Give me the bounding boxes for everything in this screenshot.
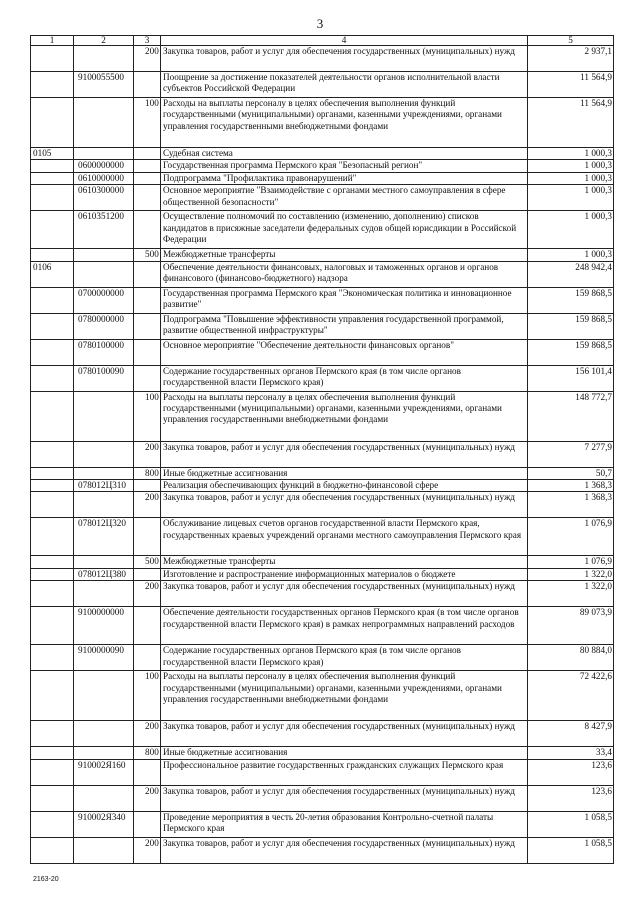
expense-type-cell: 800 [134, 747, 161, 759]
description-cell: Межбюджетные трансферты [161, 249, 528, 261]
section-code-cell [31, 480, 74, 492]
section-code-cell: 0105 [31, 148, 74, 160]
amount-cell: 80 884,0 [528, 645, 614, 671]
amount-cell: 33,4 [528, 747, 614, 759]
amount-cell: 1 368,3 [528, 480, 614, 492]
target-article-cell [74, 785, 134, 811]
section-code-cell [31, 492, 74, 518]
amount-cell: 7 277,9 [528, 441, 614, 467]
target-article-cell: 078012Ц320 [74, 518, 134, 556]
table-row [31, 607, 614, 645]
description-cell: Закупка товаров, работ и услуг для обеспечения государственных (муниципальных) нужд [161, 837, 528, 863]
table-body [31, 46, 614, 864]
table-row [31, 313, 614, 339]
amount-cell: 1 076,9 [528, 518, 614, 556]
target-article-cell: 078012Ц380 [74, 568, 134, 580]
table-row [31, 365, 614, 391]
target-article-cell [74, 467, 134, 479]
section-code-cell [31, 785, 74, 811]
amount-cell: 50,7 [528, 467, 614, 479]
amount-cell: 1 058,5 [528, 837, 614, 863]
description-cell: Поощрение за достижение показателей деятельности органов исполнительной власти субъектов Российской Федерации [161, 72, 528, 98]
section-code-cell [31, 365, 74, 391]
header-row [31, 36, 614, 46]
table-row [31, 581, 614, 607]
target-article-cell: 0780000000 [74, 313, 134, 339]
table-row [31, 72, 614, 98]
table-row [31, 518, 614, 556]
target-article-cell [74, 46, 134, 72]
expense-type-cell [134, 645, 161, 671]
amount-cell: 89 073,9 [528, 607, 614, 645]
document-code: 2163-20 [33, 876, 59, 883]
table-row [31, 261, 614, 287]
expense-type-cell [134, 148, 161, 160]
section-code-cell [31, 467, 74, 479]
amount-cell: 123,6 [528, 759, 614, 785]
expense-type-cell [134, 172, 161, 184]
table-row [31, 480, 614, 492]
amount-cell: 1 000,3 [528, 172, 614, 184]
page-number: 3 [316, 16, 324, 31]
description-cell: Закупка товаров, работ и услуг для обеспечения государственных (муниципальных) нужд [161, 785, 528, 811]
amount-cell: 2 937,1 [528, 46, 614, 72]
target-article-cell [74, 837, 134, 863]
table-row [31, 249, 614, 261]
table-row [31, 568, 614, 580]
description-cell: Содержание государственных органов Пермского края (в том числе органов государственной власти Пермского края) [161, 365, 528, 391]
amount-cell: 159 868,5 [528, 313, 614, 339]
table-row [31, 811, 614, 837]
target-article-cell: 9100000090 [74, 645, 134, 671]
section-code-cell: 0106 [31, 261, 74, 287]
expense-type-cell [134, 811, 161, 837]
description-cell: Межбюджетные трансферты [161, 556, 528, 568]
amount-cell: 1 000,3 [528, 249, 614, 261]
expense-type-cell: 800 [134, 467, 161, 479]
expense-type-cell [134, 313, 161, 339]
amount-cell: 11 564,9 [528, 98, 614, 148]
description-cell: Реализация обеспечивающих функций в бюджетно-финансовой сфере [161, 480, 528, 492]
target-article-cell: 0610000000 [74, 172, 134, 184]
header-cell: 3 [134, 36, 161, 46]
expense-type-cell [134, 287, 161, 313]
target-article-cell [74, 391, 134, 441]
section-code-cell [31, 759, 74, 785]
expense-type-cell [134, 365, 161, 391]
section-code-cell [31, 211, 74, 249]
amount-cell: 159 868,5 [528, 287, 614, 313]
target-article-cell: 0610300000 [74, 185, 134, 211]
amount-cell: 123,6 [528, 785, 614, 811]
description-cell: Изготовление и распространение информационных материалов о бюджете [161, 568, 528, 580]
expense-type-cell: 200 [134, 441, 161, 467]
expense-type-cell [134, 568, 161, 580]
amount-cell: 1 000,3 [528, 185, 614, 211]
table-row [31, 721, 614, 747]
description-cell: Проведение мероприятия в честь 20-летия образования Контрольно-счетной палаты Пермского края [161, 811, 528, 837]
section-code-cell [31, 249, 74, 261]
expense-type-cell [134, 607, 161, 645]
description-cell: Закупка товаров, работ и услуг для обеспечения государственных (муниципальных) нужд [161, 441, 528, 467]
target-article-cell: 910002Я160 [74, 759, 134, 785]
table-row [31, 759, 614, 785]
amount-cell: 8 427,9 [528, 721, 614, 747]
table-row [31, 645, 614, 671]
target-article-cell [74, 671, 134, 721]
target-article-cell: 0780100090 [74, 365, 134, 391]
expense-type-cell [134, 480, 161, 492]
section-code-cell [31, 287, 74, 313]
amount-cell: 1 058,5 [528, 811, 614, 837]
section-code-cell [31, 441, 74, 467]
table-row [31, 391, 614, 441]
header-cell: 2 [74, 36, 134, 46]
table-row [31, 837, 614, 863]
amount-cell: 148 772,7 [528, 391, 614, 441]
section-code-cell [31, 172, 74, 184]
expense-type-cell: 200 [134, 785, 161, 811]
section-code-cell [31, 313, 74, 339]
target-article-cell [74, 581, 134, 607]
section-code-cell [31, 811, 74, 837]
amount-cell: 1 322,0 [528, 581, 614, 607]
target-article-cell: 9100055500 [74, 72, 134, 98]
expense-type-cell: 200 [134, 492, 161, 518]
amount-cell: 1 322,0 [528, 568, 614, 580]
table-row [31, 46, 614, 72]
table-row [31, 492, 614, 518]
expense-type-cell [134, 185, 161, 211]
table-row [31, 467, 614, 479]
expense-type-cell [134, 160, 161, 172]
section-code-cell [31, 581, 74, 607]
target-article-cell [74, 261, 134, 287]
description-cell: Государственная программа Пермского края "Экономическая политика и инновационное развитие" [161, 287, 528, 313]
table-row [31, 339, 614, 365]
description-cell: Подпрограмма "Повышение эффективности управления государственной программой, развитие общественной инфраструктуры" [161, 313, 528, 339]
section-code-cell [31, 185, 74, 211]
description-cell: Обеспечение деятельности государственных органов Пермского края (в том числе органов государственной власти Пермского края) в рамках непрограммных направлений расходов [161, 607, 528, 645]
amount-cell: 248 942,4 [528, 261, 614, 287]
expense-type-cell: 100 [134, 391, 161, 441]
section-code-cell [31, 98, 74, 148]
amount-cell: 156 101,4 [528, 365, 614, 391]
header-cell: 5 [528, 36, 614, 46]
table-row [31, 671, 614, 721]
table-row [31, 160, 614, 172]
expense-type-cell [134, 759, 161, 785]
target-article-cell: 0600000000 [74, 160, 134, 172]
target-article-cell [74, 249, 134, 261]
amount-cell: 159 868,5 [528, 339, 614, 365]
table-row [31, 441, 614, 467]
amount-cell: 1 000,3 [528, 160, 614, 172]
table-row [31, 172, 614, 184]
section-code-cell [31, 518, 74, 556]
section-code-cell [31, 72, 74, 98]
budget-table [30, 35, 614, 864]
expense-type-cell: 100 [134, 98, 161, 148]
description-cell: Закупка товаров, работ и услуг для обеспечения государственных (муниципальных) нужд [161, 721, 528, 747]
target-article-cell: 0780100000 [74, 339, 134, 365]
table-row [31, 185, 614, 211]
section-code-cell [31, 607, 74, 645]
expense-type-cell: 500 [134, 249, 161, 261]
description-cell: Подпрограмма "Профилактика правонарушений" [161, 172, 528, 184]
target-article-cell: 9100000000 [74, 607, 134, 645]
description-cell: Расходы на выплаты персоналу в целях обеспечения выполнения функций государственными (муниципальными) органами, казенными учреждениями, органами управления государственными внебюджетными фондами [161, 98, 528, 148]
description-cell: Содержание государственных органов Пермского края (в том числе органов государственной власти Пермского края) [161, 645, 528, 671]
expense-type-cell: 100 [134, 671, 161, 721]
description-cell: Расходы на выплаты персоналу в целях обеспечения выполнения функций государственными (муниципальными) органами, казенными учреждениями, органами управления государственными внебюджетными фондами [161, 671, 528, 721]
description-cell: Обслуживание лицевых счетов органов государственной власти Пермского края, государственных краевых учреждений органами местного самоуправления Пермского края [161, 518, 528, 556]
expense-type-cell: 200 [134, 46, 161, 72]
description-cell: Иные бюджетные ассигнования [161, 467, 528, 479]
table-row [31, 556, 614, 568]
expense-type-cell [134, 261, 161, 287]
amount-cell: 1 368,3 [528, 492, 614, 518]
expense-type-cell: 500 [134, 556, 161, 568]
description-cell: Иные бюджетные ассигнования [161, 747, 528, 759]
target-article-cell [74, 441, 134, 467]
expense-type-cell [134, 211, 161, 249]
section-code-cell [31, 721, 74, 747]
header-cell: 1 [31, 36, 74, 46]
amount-cell: 1 076,9 [528, 556, 614, 568]
expense-type-cell [134, 339, 161, 365]
description-cell: Судебная система [161, 148, 528, 160]
target-article-cell [74, 98, 134, 148]
amount-cell: 11 564,9 [528, 72, 614, 98]
description-cell: Осуществление полномочий по составлению (изменению, дополнению) списков кандидатов в присяжные заседатели федеральных судов общей юрисдикции в Российской Федерации [161, 211, 528, 249]
table-row [31, 785, 614, 811]
target-article-cell [74, 492, 134, 518]
expense-type-cell: 200 [134, 837, 161, 863]
section-code-cell [31, 391, 74, 441]
section-code-cell [31, 645, 74, 671]
amount-cell: 1 000,3 [528, 211, 614, 249]
expense-type-cell [134, 518, 161, 556]
section-code-cell [31, 556, 74, 568]
description-cell: Закупка товаров, работ и услуг для обеспечения государственных (муниципальных) нужд [161, 46, 528, 72]
target-article-cell: 0610351200 [74, 211, 134, 249]
expense-type-cell: 200 [134, 721, 161, 747]
target-article-cell [74, 148, 134, 160]
target-article-cell [74, 556, 134, 568]
section-code-cell [31, 568, 74, 580]
table-row [31, 211, 614, 249]
description-cell: Профессиональное развитие государственных гражданских служащих Пермского края [161, 759, 528, 785]
table-row [31, 747, 614, 759]
table-row [31, 287, 614, 313]
amount-cell: 1 000,3 [528, 148, 614, 160]
description-cell: Основное мероприятие "Взаимодействие с органами местного самоуправления в сфере общественной безопасности" [161, 185, 528, 211]
section-code-cell [31, 160, 74, 172]
description-cell: Расходы на выплаты персоналу в целях обеспечения выполнения функций государственными (муниципальными) органами, казенными учреждениями, органами управления государственными внебюджетными фондами [161, 391, 528, 441]
description-cell: Обеспечение деятельности финансовых, налоговых и таможенных органов и органов финансового (финансово-бюджетного) надзора [161, 261, 528, 287]
description-cell: Государственная программа Пермского края "Безопасный регион" [161, 160, 528, 172]
section-code-cell [31, 747, 74, 759]
target-article-cell: 910002Я340 [74, 811, 134, 837]
description-cell: Основное мероприятие "Обеспечение деятельности финансовых органов" [161, 339, 528, 365]
description-cell: Закупка товаров, работ и услуг для обеспечения государственных (муниципальных) нужд [161, 581, 528, 607]
section-code-cell [31, 339, 74, 365]
section-code-cell [31, 837, 74, 863]
section-code-cell [31, 46, 74, 72]
target-article-cell [74, 721, 134, 747]
table-row [31, 98, 614, 148]
expense-type-cell [134, 72, 161, 98]
target-article-cell: 078012Ц310 [74, 480, 134, 492]
description-cell: Закупка товаров, работ и услуг для обеспечения государственных (муниципальных) нужд [161, 492, 528, 518]
amount-cell: 72 422,6 [528, 671, 614, 721]
target-article-cell [74, 747, 134, 759]
expense-type-cell: 200 [134, 581, 161, 607]
header-cell: 4 [161, 36, 528, 46]
table-row [31, 148, 614, 160]
section-code-cell [31, 671, 74, 721]
target-article-cell: 0700000000 [74, 287, 134, 313]
